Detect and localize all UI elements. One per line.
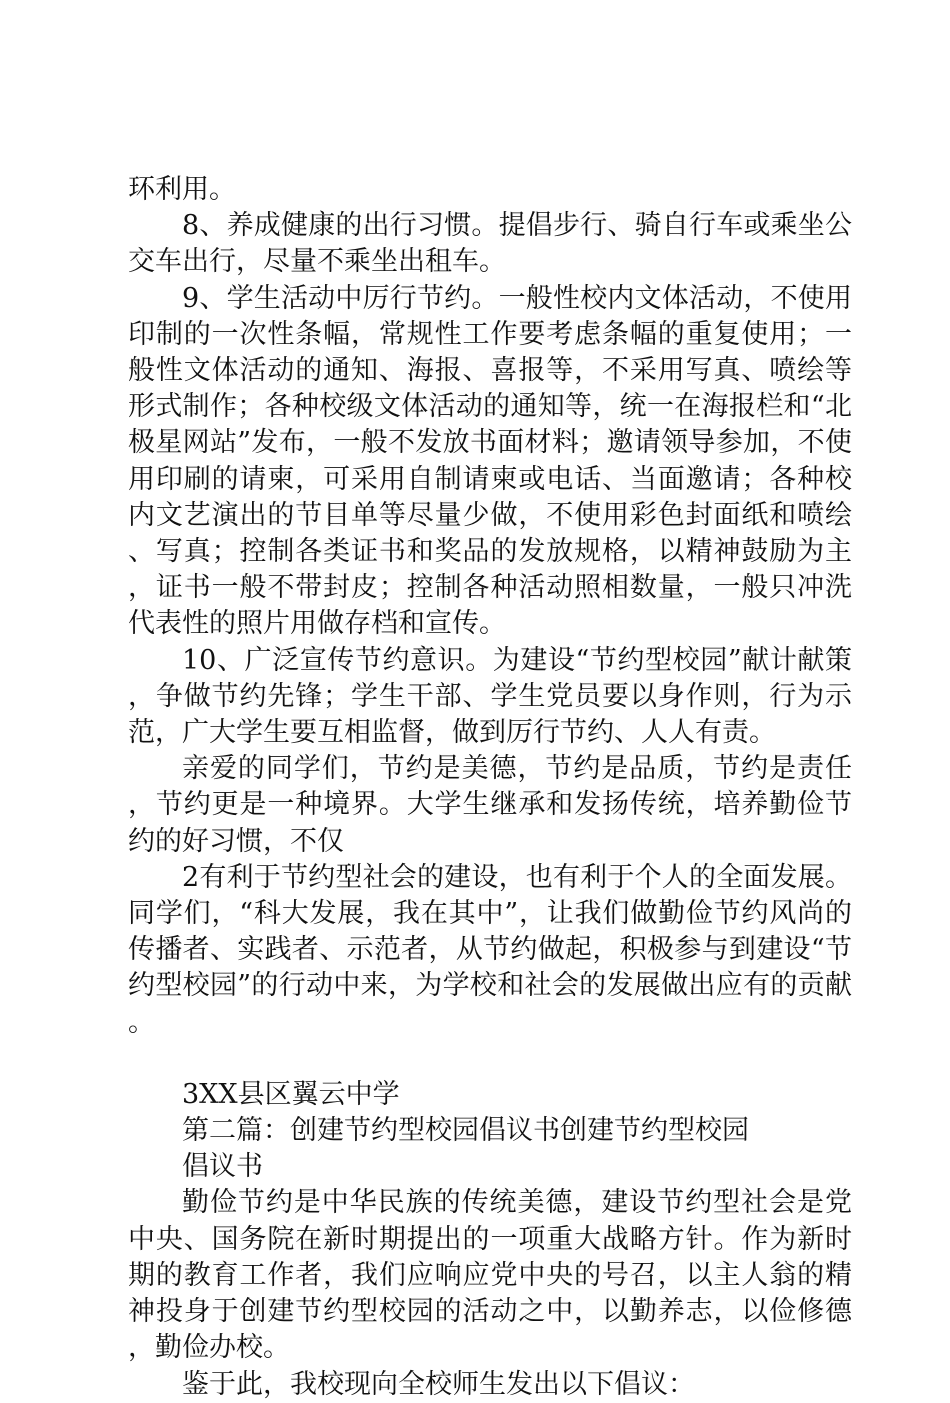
section-title: 第二篇：创建节约型校园倡议书创建节约型校园 xyxy=(182,1115,749,1147)
paragraph-proposal-lead: 鉴于此，我校现向全校师生发出以下倡议： xyxy=(182,1368,695,1400)
paragraph-closing-1: 亲爱的同学们，节约是美德，节约是品质，节约是责任，节约更是一种境界。大学生继承和发扬传统，培养勤俭节约的好习惯，不仅 xyxy=(128,753,852,857)
section-subtitle: 倡议书 xyxy=(182,1151,263,1183)
paragraph-continuation: 环利用。 xyxy=(128,174,236,205)
paragraph-item-10: 10、广泛宣传节约意识。为建设“节约型校园”献计献策，争做节约先锋；学生干部、学生党员要以身作则，行为示范，广大学生要互相监督，做到厉行节约、人人有责。 xyxy=(128,644,852,749)
document-body xyxy=(128,172,852,1403)
paragraph-closing-2: 2有利于节约型社会的建设，也有利于个人的全面发展。同学们，“科大发展，我在其中”，让我们做勤俭节约风尚的传播者、实践者、示范者，从节约做起，积极参与到建设“节约型校园”的行动中来，为学校和社会的发展做出应有的贡献。 xyxy=(128,861,852,1038)
paragraph-intro: 勤俭节约是中华民族的传统美德，建设节约型社会是党中央、国务院在新时期提出的一项重大战略方针。作为新时期的教育工作者，我们应响应党中央的号召，以主人翁的精神投身于创建节约型校园的活动之中，以勤养志，以俭修德，勤俭办校。 xyxy=(128,1187,852,1364)
paragraph-item-9: 9、学生活动中厉行节约。一般性校内文体活动，不使用印制的一次性条幅，常规性工作要考虑条幅的重复使用；一般性文体活动的通知、海报、喜报等，不采用写真、喷绘等形式制作；各种校级文体活动的通知等，统一在海报栏和“北极星网站”发布，一般不发放书面材料；邀请领导参加，不使用印刷的请柬，可采用自制请柬或电话、当面邀请；各种校内文艺演出的节目单等尽量少做，不使用彩色封面纸和喷绘、写真；控制各类证书和奖品的发放规格，以精神鼓励为主，证书一般不带封皮；控制各种活动照相数量，一般只冲洗代表性的照片用做存档和宣传。 xyxy=(128,282,852,640)
school-signature: 3XX县区翼云中学 xyxy=(182,1078,400,1110)
paragraph-item-8: 8、养成健康的出行习惯。提倡步行、骑自行车或乘坐公交车出行，尽量不乘坐出租车。 xyxy=(128,210,852,278)
